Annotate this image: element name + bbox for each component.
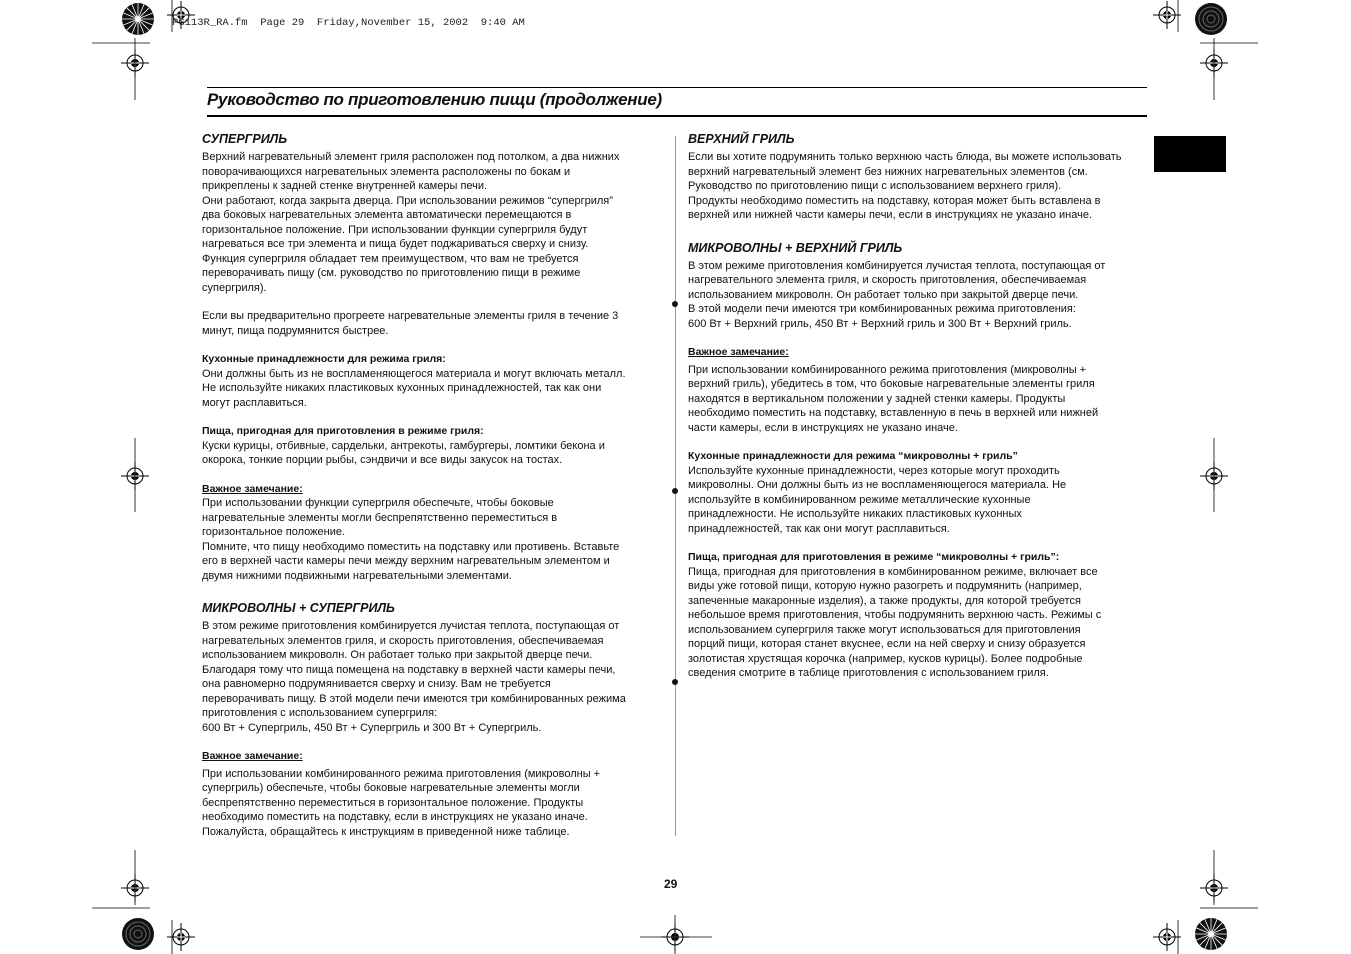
column-divider xyxy=(675,136,676,836)
food-text: Пища, пригодная для приготовления в комбинированном режиме, включает все виды уже готовой пищи, которую нужно разогреть и подрумянить (например, запеченные макаронные изделия), а также продукты, для которой требуется небольшое время приготовления, чтобы подрумянить верхнюю часть. Режимы с использованием супергриля также могут использоваться для приготовления порций пищи, которая станет вкуснее, если на ней сверху и снизу образуется золотистая хрустящая корочка (например, кусков курицы). Более подробные сведения смотрите в таблице приготовления с использованием гриля. xyxy=(688,565,1102,679)
bullet-dot xyxy=(672,679,678,685)
accessories-heading: Кухонные принадлежности для режима “микроволны + гриль” xyxy=(688,450,1018,462)
right-column xyxy=(688,131,1150,681)
page-number: 29 xyxy=(664,877,678,891)
title-bottom-rule xyxy=(207,115,1147,117)
top-grill-heading: ВЕРХНИЙ ГРИЛЬ xyxy=(688,132,795,146)
important-note-text: При использовании функции супергриля обеспечьте, чтобы боковые нагревательные элементы могли беспрепятственно переместиться в горизонтальное положение. Помните, что пищу необходимо поместить на подставку или противень. Вставьте его в верхней части камеры печи между верхним нагревательным элементом и двумя нижними подвижными нагревательными элементами. xyxy=(202,497,620,582)
preheat-text: Если вы предварительно прогреете нагревательные элементы гриля в течение 3 минут, пища подрумянится быстрее. xyxy=(202,310,619,337)
top-grill-text: Если вы хотите подрумянить только верхнюю часть блюда, вы можете использовать верхний нагревательный элемент без нижних нагревательных элементов (см. Руководство по приготовлению пищи с использованием верхнего гриля). Продукты необходимо поместить на подставку, которая может быть вставлена в верхней или нижней части камеры печи, если в инструкциях не указано иначе. xyxy=(688,151,1122,221)
title-top-rule xyxy=(207,87,1147,88)
supergrill-text: Верхний нагревательный элемент гриля расположен под потолком, а два нижних поворачивающихся нагревательных элемента расположены по бокам и прикреплены к задней стенке внутренней камеры печи. Они работают, когда закрыта дверца. При использовании режимов “супергриля” два боковых нагревательных элемента автоматически перемещаются в горизонтальное положение. При использовании функции супергриля будут нагреваться все три элемента и пища будет поджариваться сверху и снизу. Функция супергриля обладает тем преимуществом, что вам не требуется переворачивать пищу (см. руководство по приготовлению пищи в режиме супергриля). xyxy=(202,151,620,294)
file-info-header: PG113R_RA.fm Page 29 Friday,November 15, 2002 9:40 AM xyxy=(172,17,525,29)
bullet-dot xyxy=(672,301,678,307)
micro-top-grill-heading: МИКРОВОЛНЫ + ВЕРХНИЙ ГРИЛЬ xyxy=(688,240,903,255)
important-note-heading: Важное замечание: xyxy=(688,346,789,358)
micro-supergrill-text: В этом режиме приготовления комбинируется лучистая теплота, поступающая от нагревательных элементов гриля, и скорость приготовления, обеспечиваемая использованием микроволн. Он работает только при закрытой дверце печи. Благодаря тому что пища помещена на подставку в верхней части камеры печи, она равномерно подрумянивается сверху и снизу. Вам не требуется переворачивать пищу. В этой модели печи имеются три комбинированных режима приготовления с использованием супергриля: 600 Вт + Супергриль, 450 Вт + Супергриль и 300 Вт + Супергриль. xyxy=(202,620,626,734)
important-note-heading: Важное замечание: xyxy=(202,482,303,495)
supergrill-heading: СУПЕРГРИЛЬ xyxy=(202,132,288,146)
page-title: Руководство по приготовлению пищи (продолжение) xyxy=(207,90,662,109)
food-text: Куски курицы, отбивные, сардельки, антрекоты, гамбургеры, ломтики бекона и окорока, тонкие порции рыбы, сэндвичи и все виды закусок на тостах. xyxy=(202,439,605,466)
accessories-text: Используйте кухонные принадлежности, через которые могут проходить микроволны. Они должны быть из не воспламеняющегося материала. Не используйте в комбинированном режиме металлические кухонные принадлежности. Не используйте никаких пластиковых кухонных принадлежностей, так как они могут расплавиться. xyxy=(688,464,1067,535)
food-heading: Пища, пригодная для приготовления в режиме гриля: xyxy=(202,425,484,437)
accessories-text: Они должны быть из не воспламеняющегося материала и могут включать металл. Не используйте никаких пластиковых кухонных принадлежностей, так как они могут расплавиться. xyxy=(202,367,626,409)
bullet-dot xyxy=(672,488,678,494)
important-note-text: При использовании комбинированного режима приготовления (микроволны + супергриль) обеспечьте, чтобы боковые нагревательные элементы могли беспрепятственно переместиться в горизонтальное положение. Продукты необходимо поместить на подставку, если в инструкциях не указано иначе. Пожалуйста, обращайтесь к инструкциям в приведенной ниже таблице. xyxy=(202,767,601,838)
left-column xyxy=(202,131,662,839)
accessories-heading: Кухонные принадлежности для режима гриля: xyxy=(202,353,446,365)
micro-supergrill-heading: МИКРОВОЛНЫ + СУПЕРГРИЛЬ xyxy=(202,601,395,615)
food-heading: Пища, пригодная для приготовления в режиме “микроволны + гриль”: xyxy=(688,551,1060,563)
important-note-text: При использовании комбинированного режима приготовления (микроволны + верхний гриль), убедитесь в том, что боковые нагревательные элементы гриля находятся в вертикальном положении у задней стенки камеры. Продукты необходимо поместить на подставку, вставленную в печь в верхней или нижней части камеры, если в инструкциях не указано иначе. xyxy=(688,363,1099,434)
important-note-heading: Важное замечание: xyxy=(202,750,303,762)
section-tab xyxy=(1154,136,1226,172)
micro-top-grill-text: В этом режиме приготовления комбинируется лучистая теплота, поступающая от нагревательного элемента гриля, и скорость приготовления, обеспечиваемая использованием микроволн. Он работает только при закрытой дверце печи. В этой модели печи имеются три комбинированных режима приготовления: 600 Вт + Верхний гриль, 450 Вт + Верхний гриль и 300 Вт + Верхний гриль. xyxy=(688,259,1106,330)
